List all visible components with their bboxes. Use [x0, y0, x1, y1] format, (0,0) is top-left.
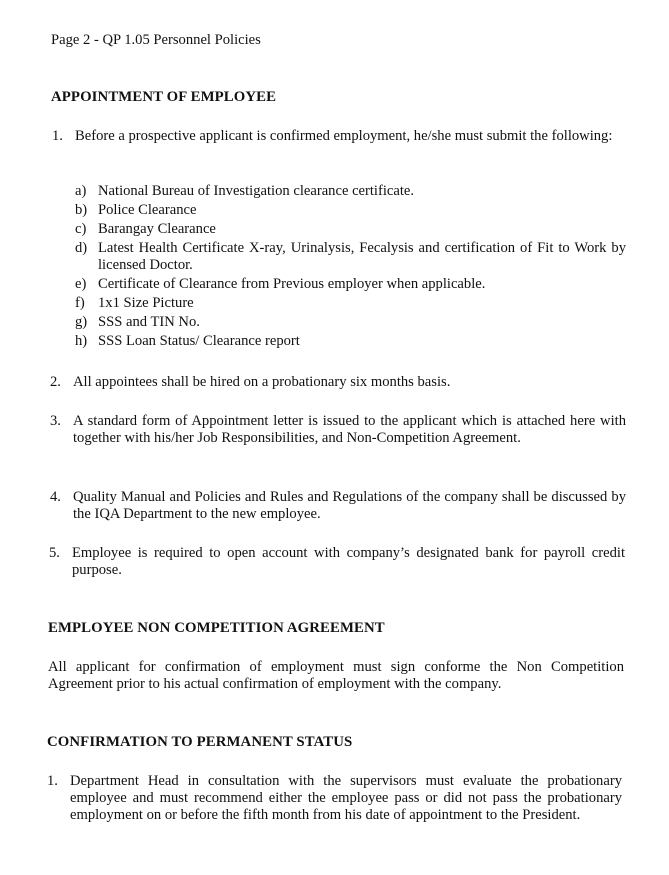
list-item-label: b) [75, 202, 88, 218]
list-item-text: Barangay Clearance [98, 221, 216, 237]
list-item [75, 221, 626, 240]
item-number: 1. [47, 773, 58, 789]
appointment-item-5 [49, 545, 625, 579]
list-item-text: National Bureau of Investigation clearance certificate. [98, 183, 415, 199]
appointment-item-4 [50, 489, 626, 523]
item-number: 4. [50, 489, 61, 505]
item-number: 5. [49, 545, 60, 561]
list-item [75, 295, 626, 314]
list-item-text: Police Clearance [98, 202, 197, 218]
item-text: Employee is required to open account with company’s designated bank for payroll credit purpose. [72, 545, 625, 578]
list-item-label: g) [75, 314, 88, 330]
item-text: All appointees shall be hired on a probationary six months basis. [73, 374, 451, 390]
appointment-item-1 [52, 128, 626, 145]
appointment-item-3 [50, 413, 626, 447]
heading-non-competition: EMPLOYEE NON COMPETITION AGREEMENT [48, 620, 385, 636]
item-text: Quality Manual and Policies and Rules and Regulations of the company shall be discussed by the IQA Department to the new employee. [73, 489, 626, 522]
list-item-label: c) [75, 221, 87, 237]
list-item [75, 314, 626, 333]
item-number: 1. [52, 128, 63, 144]
item-number: 2. [50, 374, 61, 390]
list-item [75, 202, 626, 221]
list-item-label: f) [75, 295, 85, 311]
requirements-list [75, 183, 626, 352]
item-number: 3. [50, 413, 61, 429]
list-item [75, 276, 626, 295]
list-item-label: h) [75, 333, 88, 349]
item-text: Department Head in consultation with the supervisors must evaluate the probationary employee and must recommend either the employee pass or did not pass the probationary employment on or before the fifth month from his date of appointment to the President. [70, 773, 622, 823]
list-item-text: 1x1 Size Picture [98, 295, 194, 311]
list-item-text: SSS Loan Status/ Clearance report [98, 333, 300, 349]
list-item-text: Latest Health Certificate X-ray, Urinalysis, Fecalysis and certification of Fit to Work by licensed Doctor. [98, 240, 626, 273]
appointment-item-2 [50, 374, 626, 391]
list-item [75, 333, 626, 352]
non-competition-paragraph: All applicant for confirmation of employment must sign conforme the Non Competition Agreement prior to his actual confirmation of employment with the company. [48, 659, 624, 692]
heading-confirmation: CONFIRMATION TO PERMANENT STATUS [47, 734, 353, 750]
heading-appointment: APPOINTMENT OF EMPLOYEE [51, 89, 277, 105]
list-item-label: a) [75, 183, 87, 199]
list-item-text: Certificate of Clearance from Previous employer when applicable. [98, 276, 486, 292]
list-item-text: SSS and TIN No. [98, 314, 200, 330]
list-item-label: e) [75, 276, 87, 292]
list-item [75, 240, 626, 276]
confirmation-item-1 [47, 773, 622, 824]
list-item [75, 183, 626, 202]
item-text: A standard form of Appointment letter is issued to the applicant which is attached here with together with his/her Job Responsibilities, and Non-Competition Agreement. [73, 413, 626, 446]
page-header: Page 2 - QP 1.05 Personnel Policies [51, 32, 261, 48]
item-text: Before a prospective applicant is confirmed employment, he/she must submit the following: [75, 128, 613, 144]
list-item-label: d) [75, 240, 88, 256]
